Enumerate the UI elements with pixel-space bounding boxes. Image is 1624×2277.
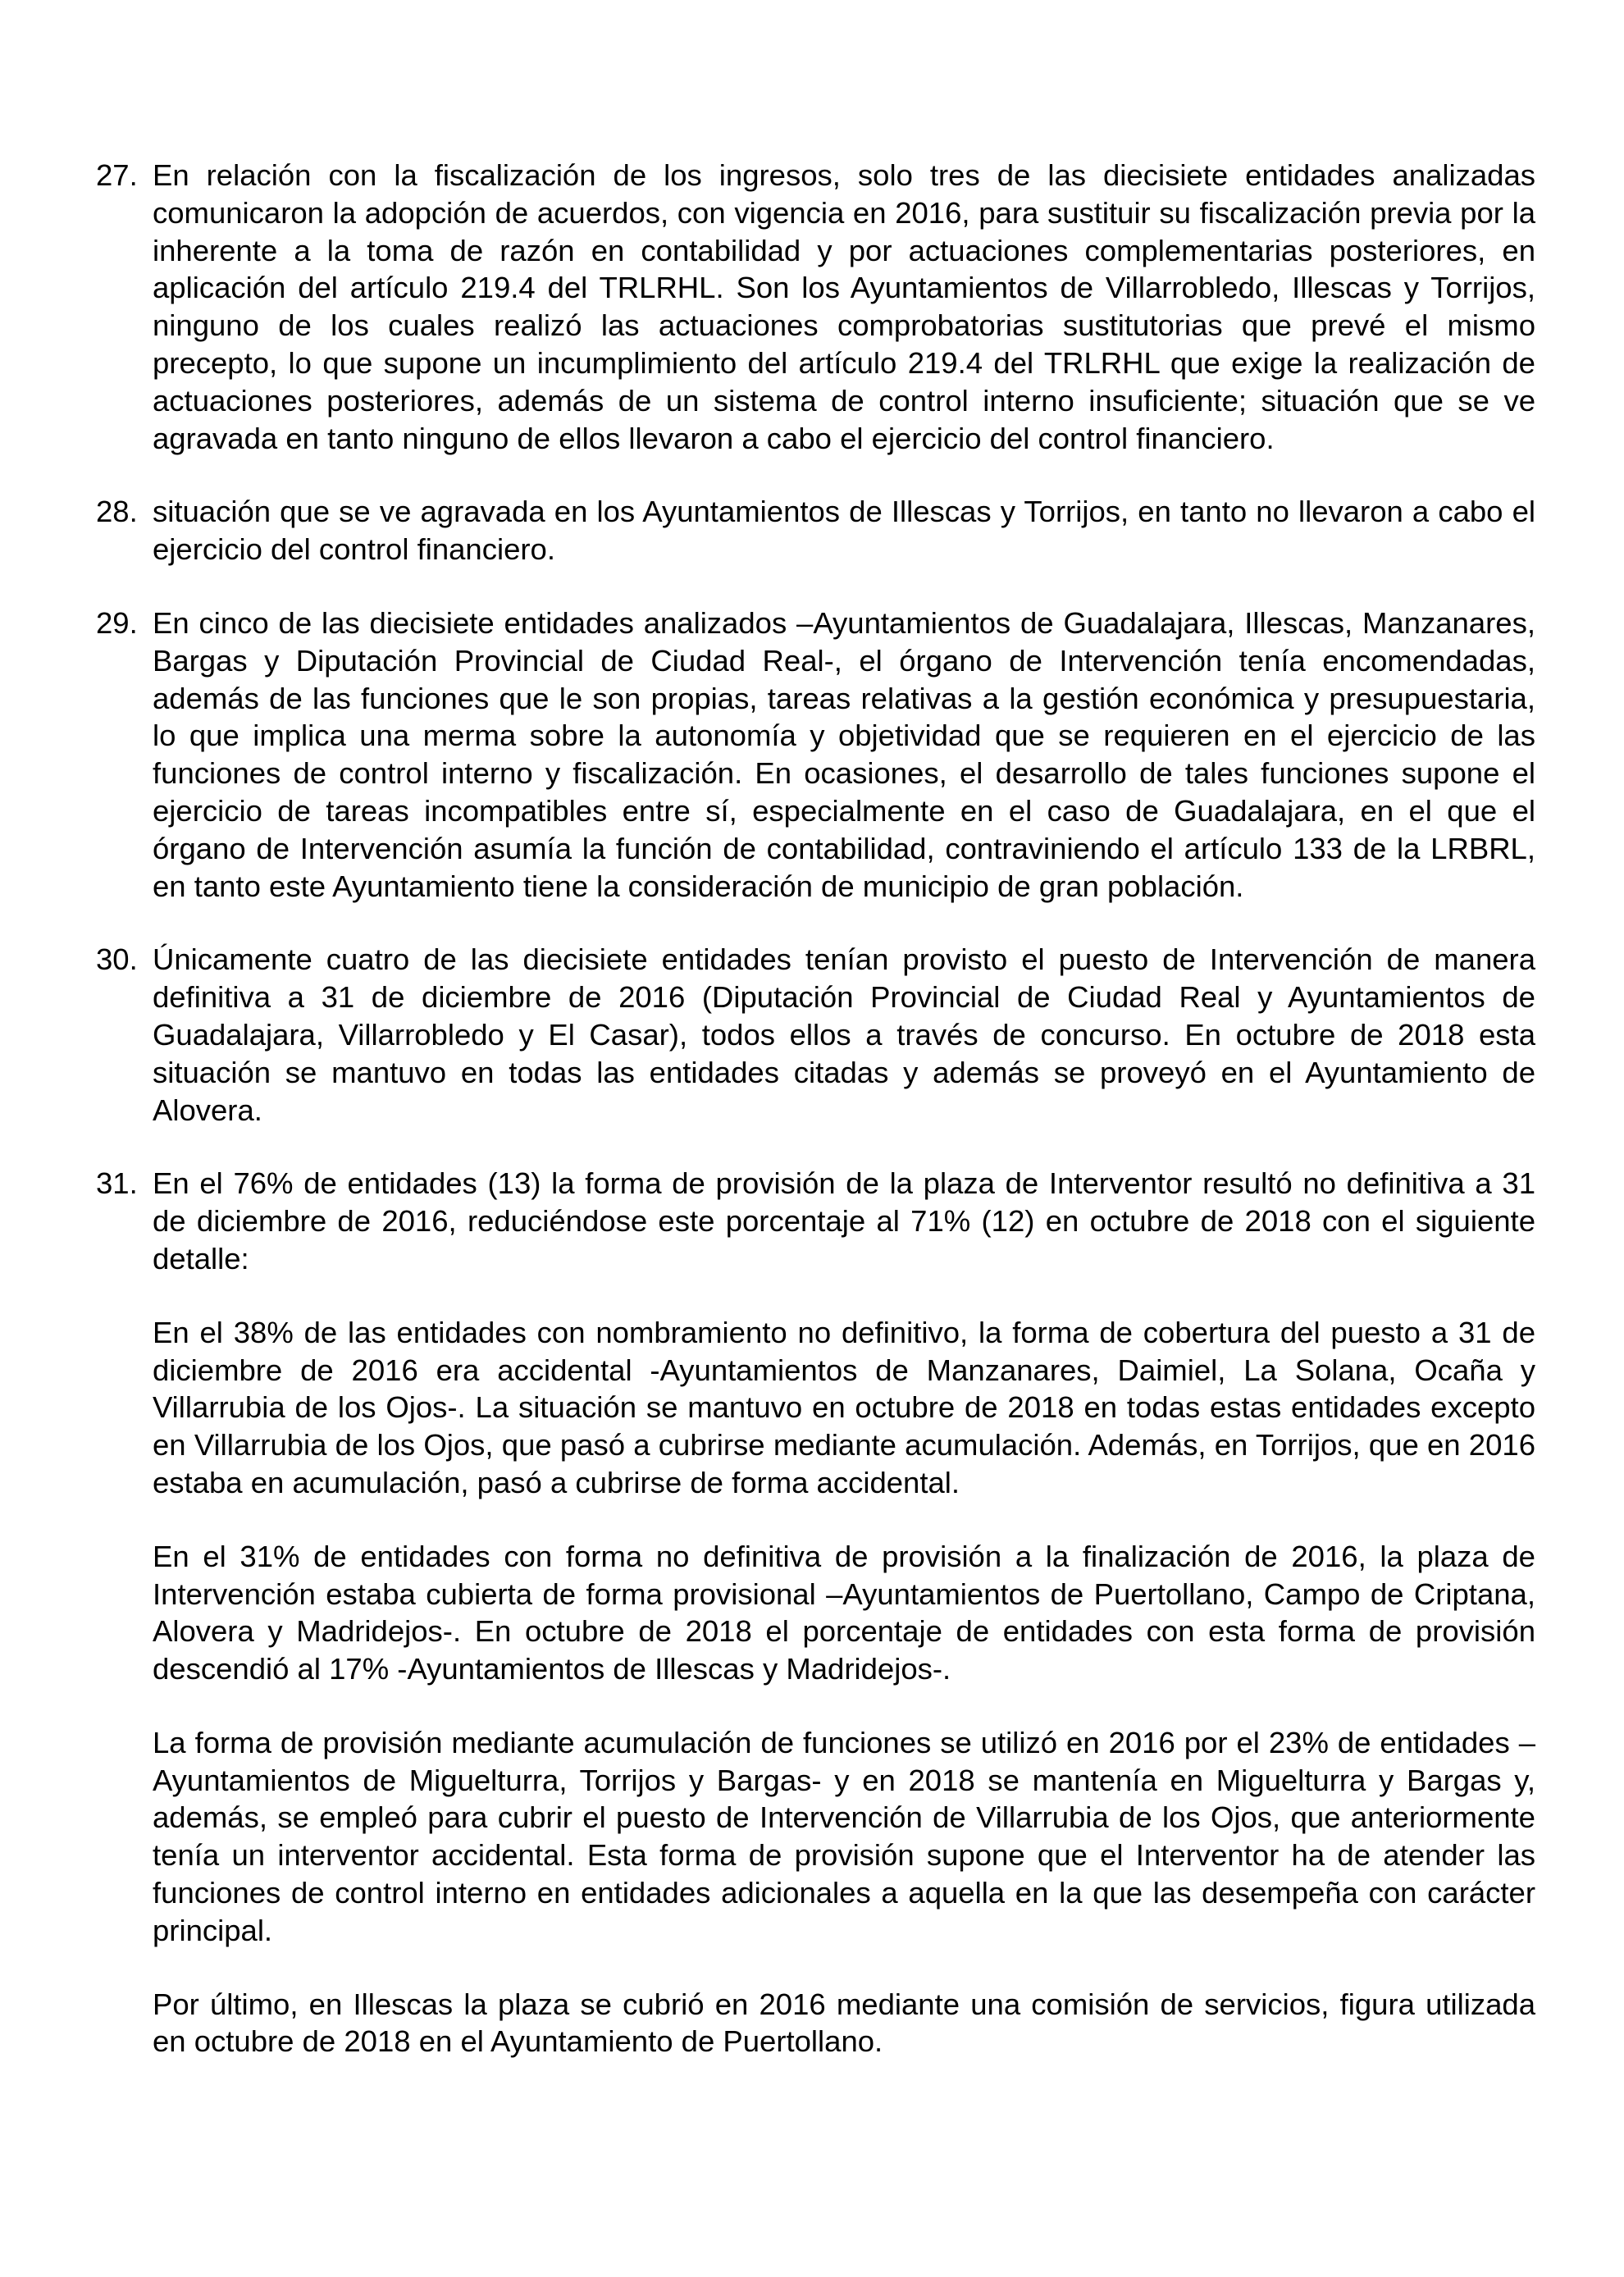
paragraph-text: En relación con la fiscalización de los ingresos, solo tres de las diecisiete entidades analizadas comunicaron la adopción de acuerdos, con vigencia en 2016, para sustituir su fiscalización previa por la inherente a la toma de razón en contabilidad y por actuaciones complementarias posteriores, en aplicación del artículo 219.4 del TRLRHL. Son los Ayuntamientos de Villarrobledo, Illescas y Torrijos, ninguno de los cuales realizó las actuaciones comprobatorias sustitutorias que prevé el mismo precepto, lo que supone un incumplimiento del artículo 219.4 del TRLRHL que exige la realización de actuaciones posteriores, además de un sistema de control interno insuficiente; situación que se ve agravada en tanto ninguno de ellos llevaron a cabo el ejercicio del control financiero. — [153, 158, 1535, 455]
numbered-paragraph-29 — [96, 605, 1535, 905]
paragraph-text: En el 76% de entidades (13) la forma de provisión de la plaza de Interventor resultó no definitiva a 31 de diciembre de 2016, reduciéndose este porcentaje al 71% (12) en octubre de 2018 con el siguiente detalle: — [153, 1166, 1535, 1275]
paragraph-number: 31. — [96, 1166, 138, 1201]
numbered-paragraph-30 — [96, 941, 1535, 1129]
paragraph-number: 30. — [96, 942, 138, 977]
paragraph-number: 29. — [96, 605, 138, 640]
paragraph-number: 28. — [96, 495, 138, 529]
sub-paragraph-acumulacion: La forma de provisión mediante acumulación de funciones se utilizó en 2016 por el 23% de entidades –Ayuntamientos de Miguelturra, Torrijos y Bargas- y en 2018 se mantenía en Miguelturra y Bargas y, además, se empleó para cubrir el puesto de Intervención de Villarrubia de los Ojos, que anteriormente tenía un interventor accidental. Esta forma de provisión supone que el Interventor ha de atender las funciones de control interno en entidades adicionales a aquella en la que las desempeña con carácter principal. — [153, 1725, 1535, 1947]
numbered-paragraph-27 — [96, 157, 1535, 457]
paragraph-text: Únicamente cuatro de las diecisiete entidades tenían provisto el puesto de Intervención de manera definitiva a 31 de diciembre de 2016 (Diputación Provincial de Ciudad Real y Ayuntamientos de Guadalajara, Villarrobledo y El Casar), todos ellos a través de concurso. En octubre de 2018 esta situación se mantuvo en todas las entidades citadas y además se proveyó en el Ayuntamiento de Alovera. — [153, 942, 1535, 1127]
paragraph-text: situación que se ve agravada en los Ayuntamientos de Illescas y Torrijos, en tanto no llevaron a cabo el ejercicio del control financiero. — [153, 495, 1535, 567]
document-body — [96, 157, 1535, 2097]
paragraph-number: 27. — [96, 158, 138, 192]
sub-paragraph-comision-servicios: Por último, en Illescas la plaza se cubrió en 2016 mediante una comisión de servicios, figura utilizada en octubre de 2018 en el Ayuntamiento de Puertollano. — [153, 1987, 1535, 2059]
paragraph-text: En cinco de las diecisiete entidades analizados –Ayuntamientos de Guadalajara, Illescas, Manzanares, Bargas y Diputación Provincial de Ciudad Real-, el órgano de Intervención tenía encomendadas, además de las funciones que le son propias, tareas relativas a la gestión económica y presupuestaria, lo que implica una merma sobre la autonomía y objetividad que se requieren en el ejercicio de las funciones de control interno y fiscalización. En ocasiones, el desarrollo de tales funciones supone el ejercicio de tareas incompatibles entre sí, especialmente en el caso de Guadalajara, en el que el órgano de Intervención asumía la función de contabilidad, contraviniendo el artículo 133 de la LRBRL, en tanto este Ayuntamiento tiene la consideración de municipio de gran población. — [153, 605, 1535, 903]
sub-paragraph-accidental: En el 38% de las entidades con nombramiento no definitivo, la forma de cobertura del puesto a 31 de diciembre de 2016 era accidental -Ayuntamientos de Manzanares, Daimiel, La Solana, Ocaña y Villarrubia de los Ojos-. La situación se mantuvo en octubre de 2018 en todas estas entidades excepto en Villarrubia de los Ojos, que pasó a cubrirse mediante acumulación. Además, en Torrijos, que en 2016 estaba en acumulación, pasó a cubrirse de forma accidental. — [153, 1315, 1535, 1499]
numbered-paragraph-31 — [96, 1165, 1535, 2060]
numbered-paragraph-28 — [96, 493, 1535, 568]
sub-paragraph-provisional: En el 31% de entidades con forma no definitiva de provisión a la finalización de 2016, la plaza de Intervención estaba cubierta de forma provisional –Ayuntamientos de Puertollano, Campo de Criptana, Alovera y Madridejos-. En octubre de 2018 el porcentaje de entidades con esta forma de provisión descendió al 17% -Ayuntamientos de Illescas y Madridejos-. — [153, 1539, 1535, 1686]
